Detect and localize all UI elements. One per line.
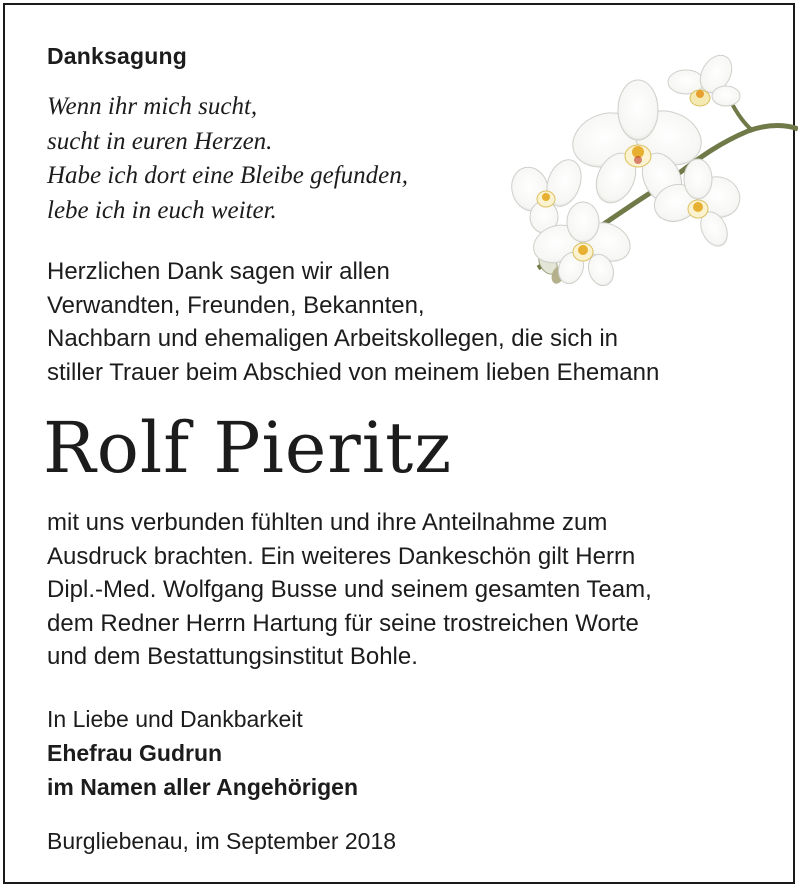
intro-line: Herzlichen Dank sagen wir allen: [47, 258, 390, 285]
signatory-name: Ehefrau Gudrun: [47, 740, 223, 766]
signatory-note: im Namen aller Angehörigen: [47, 774, 358, 800]
place-date: Burgliebenau, im September 2018: [47, 828, 397, 854]
poem-line: sucht in euren Herzen.: [47, 127, 273, 155]
thanks-line: und dem Bestattungsinstitut Bohle.: [47, 643, 418, 670]
closing-line: In Liebe und Dankbarkeit: [47, 706, 303, 732]
poem-line: Wenn ihr mich sucht,: [47, 93, 258, 120]
thanks-line: Dipl.-Med. Wolfgang Busse und seinem gesamten Team,: [47, 576, 652, 603]
closing-block: [47, 702, 358, 804]
thanks-paragraph: [47, 506, 652, 674]
thanks-line: Ausdruck brachten. Ein weiteres Dankeschön gilt Herrn: [47, 542, 636, 570]
intro-paragraph: [47, 255, 659, 389]
poem-line: lebe ich in euch weiter.: [47, 196, 277, 224]
thanks-line: dem Redner Herrn Hartung für seine trostreichen Worte: [47, 609, 639, 637]
thanks-line: mit uns verbunden fühlten und ihre Anteilnahme zum: [47, 509, 608, 536]
obituary-card: [3, 3, 795, 884]
intro-line: stiller Trauer beim Abschied von meinem lieben Ehemann: [47, 358, 660, 386]
intro-line: Verwandten, Freunden, Bekannten,: [47, 291, 425, 319]
deceased-name: Rolf Pieritz: [43, 407, 453, 489]
poem-line: Habe ich dort eine Bleibe gefunden,: [47, 162, 408, 189]
intro-line: Nachbarn und ehemaligen Arbeitskollegen, die sich in: [47, 325, 619, 352]
poem: [47, 90, 408, 228]
heading: Danksagung: [47, 43, 188, 69]
